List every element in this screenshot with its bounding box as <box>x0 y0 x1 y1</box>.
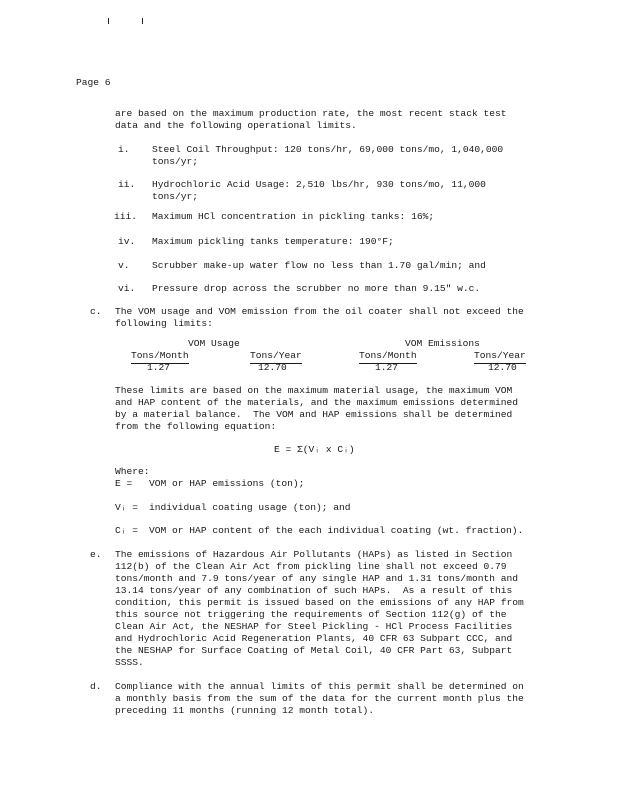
intro-line-2: data and the following operational limits. <box>115 120 357 131</box>
limit-num-v: v. <box>118 260 130 271</box>
section-e-line-4: 13.14 tons/year of any combination of such HAPs. As a result of this <box>115 585 513 596</box>
section-e-line-7: Clean Air Act, the NESHAP for Steel Pickling - HCl Process Facilities <box>115 621 513 632</box>
section-d-line-1: Compliance with the annual limits of this permit shall be determined on <box>115 681 524 692</box>
section-c-line-1: The VOM usage and VOM emission from the oil coater shall not exceed the <box>115 306 524 317</box>
col-header-emissions-year: Tons/Year <box>474 350 526 364</box>
section-c-letter: c. <box>90 306 102 317</box>
vom-emissions-group-header: VOM Emissions <box>405 338 480 349</box>
limit-num-iii: iii. <box>114 211 138 222</box>
col-header-usage-year: Tons/Year <box>250 350 302 364</box>
section-e-line-10: SSSS. <box>115 657 144 668</box>
cell-emissions-month: 1.27 <box>375 362 399 373</box>
limits-basis-line-2: and HAP content of the materials, and the maximum emissions determined <box>115 397 519 408</box>
cell-usage-month: 1.27 <box>147 362 171 373</box>
where-label: Where: <box>115 466 150 477</box>
vom-usage-group-header: VOM Usage <box>188 338 240 349</box>
definition-symbol-c: Cᵢ = <box>115 525 139 536</box>
limits-basis-line-3: by a material balance. The VOM and HAP emissions shall be determined <box>115 409 513 420</box>
limit-text-vi-1: Pressure drop across the scrubber no more than 9.15" w.c. <box>152 283 481 294</box>
limit-text-i-2: tons/yr; <box>152 156 199 167</box>
intro-line-1: are based on the maximum production rate, the most recent stack test <box>115 108 507 119</box>
section-e-line-6: this source not triggering the requirements of Section 112(g) of the <box>115 609 507 620</box>
limit-text-iii-1: Maximum HCl concentration in pickling tanks: 16%; <box>152 211 435 222</box>
limit-text-iv-1: Maximum pickling tanks temperature: 190°F; <box>152 236 394 247</box>
limits-basis-line-4: from the following equation: <box>115 421 277 432</box>
limit-num-ii: ii. <box>118 179 136 190</box>
section-e-line-3: tons/month and 7.9 tons/year of any single HAP and 1.31 tons/month and <box>115 573 519 584</box>
section-c-line-2: following limits: <box>115 318 213 329</box>
definition-symbol-v: Vᵢ = <box>115 502 139 513</box>
limit-text-ii-1: Hydrochloric Acid Usage: 2,510 lbs/hr, 930 tons/mo, 11,000 <box>152 179 486 190</box>
definition-symbol-e: E = <box>115 478 133 489</box>
scan-mark-right <box>142 18 143 24</box>
section-e-line-2: 112(b) of the Clean Air Act from pickling line shall not exceed 0.79 <box>115 561 507 572</box>
limit-num-vi: vi. <box>118 283 136 294</box>
col-header-usage-month: Tons/Month <box>131 350 189 364</box>
limit-text-i-1: Steel Coil Throughput: 120 tons/hr, 69,000 tons/mo, 1,040,000 <box>152 144 504 155</box>
section-e-line-9: the NESHAP for Surface Coating of Metal Coil, 40 CFR Part 63, Subpart <box>115 645 513 656</box>
section-e-line-5: condition, this permit is issued based on the emissions of any HAP from <box>115 597 524 608</box>
emission-equation: E = Σ(Vᵢ x Cᵢ) <box>274 444 355 455</box>
page-label: Page 6 <box>76 77 111 88</box>
scan-mark-left <box>108 18 109 24</box>
cell-usage-year: 12.70 <box>258 362 287 373</box>
cell-emissions-year: 12.70 <box>488 362 517 373</box>
definition-text-c: VOM or HAP content of the each individual coating (wt. fraction). <box>149 525 524 536</box>
section-e-line-1: The emissions of Hazardous Air Pollutants (HAPs) as listed in Section <box>115 549 513 560</box>
limit-num-i: i. <box>118 144 130 155</box>
col-header-emissions-month: Tons/Month <box>359 350 417 364</box>
limit-text-v-1: Scrubber make-up water flow no less than 1.70 gal/min; and <box>152 260 486 271</box>
section-e-letter: e. <box>90 549 102 560</box>
definition-text-e: VOM or HAP emissions (ton); <box>149 478 305 489</box>
section-e-line-8: and Hydrochloric Acid Regeneration Plants, 40 CFR 63 Subpart CCC, and <box>115 633 513 644</box>
definition-text-v: individual coating usage (ton); and <box>149 502 351 513</box>
section-d-line-3: preceding 11 months (running 12 month total). <box>115 705 375 716</box>
limit-text-ii-2: tons/yr; <box>152 191 199 202</box>
section-d-line-2: a monthly basis from the sum of the data for the current month plus the <box>115 693 524 704</box>
section-d-letter: d. <box>90 681 102 692</box>
limit-num-iv: iv. <box>118 236 136 247</box>
limits-basis-line-1: These limits are based on the maximum material usage, the maximum VOM <box>115 385 513 396</box>
